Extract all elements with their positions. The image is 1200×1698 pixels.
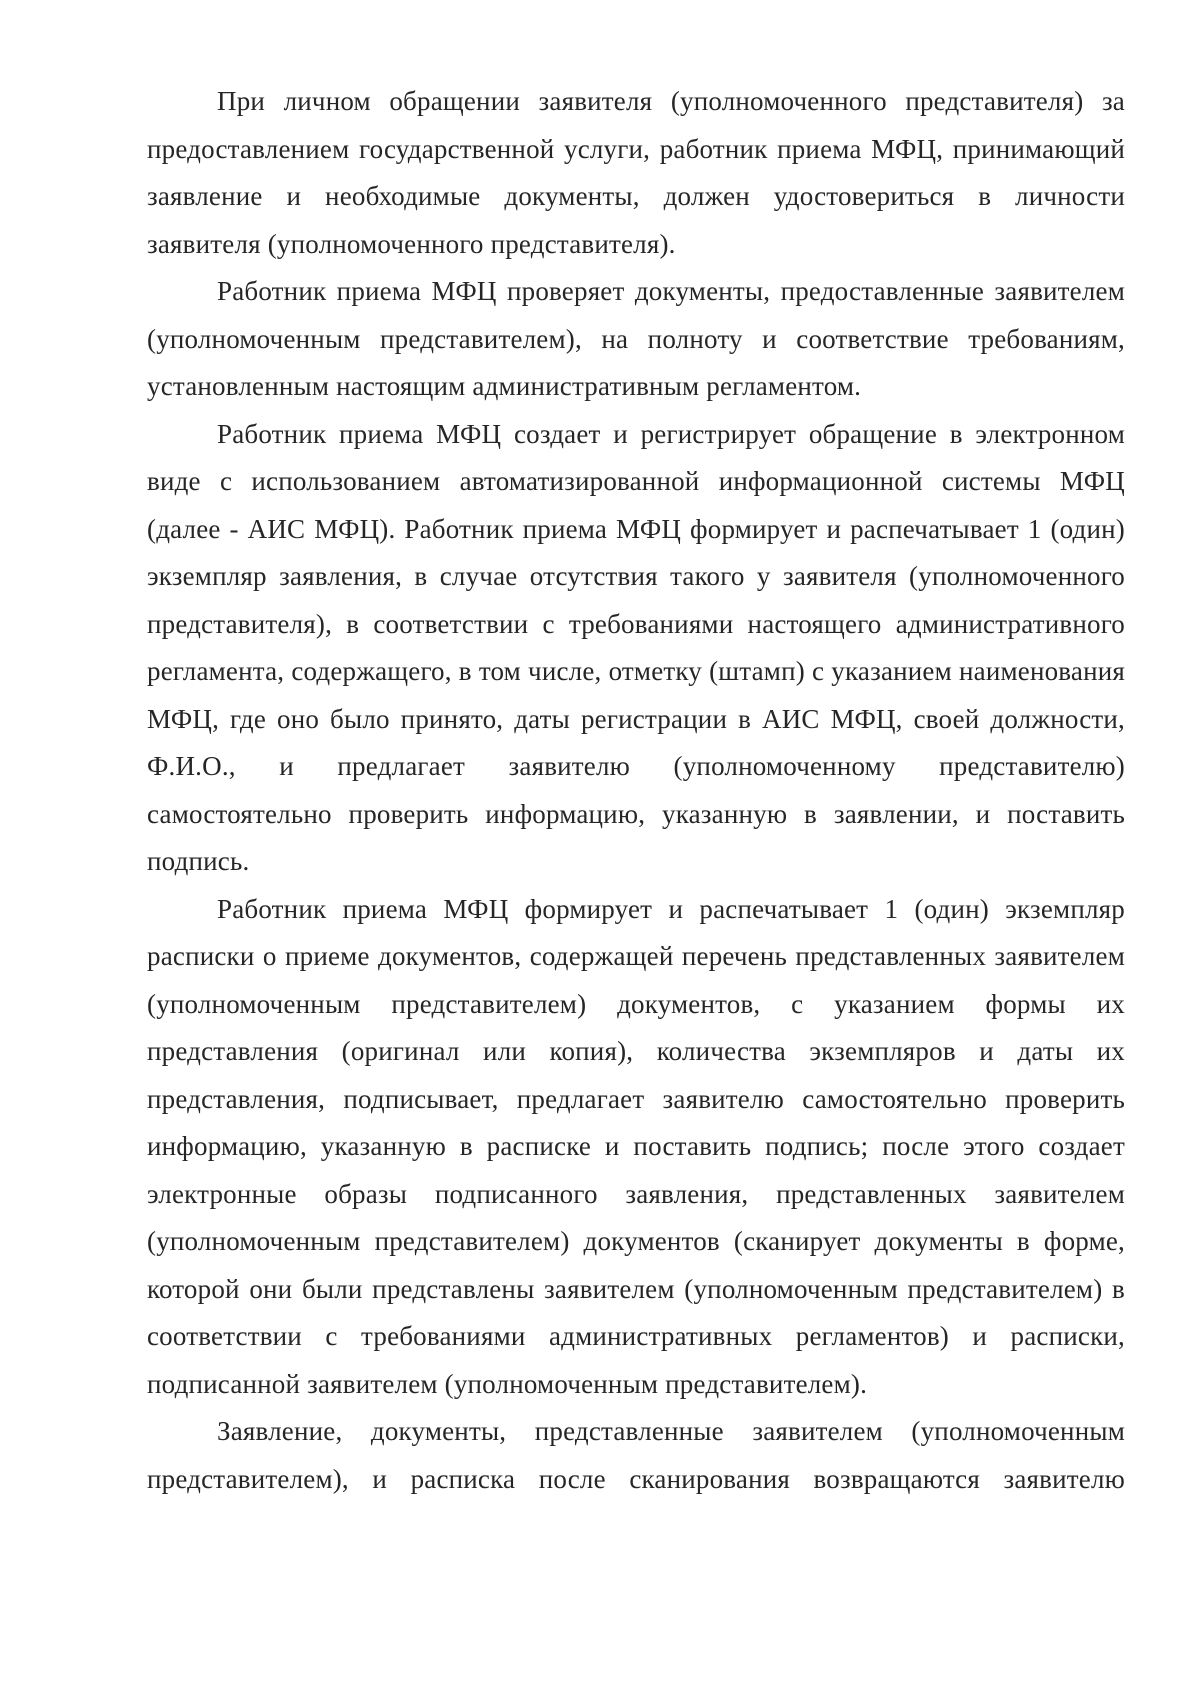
paragraph-registration: Работник приема МФЦ создает и регистрирует обращение в электронном виде с использованием автоматизированной информационной системы МФЦ (далее - АИС МФЦ). Работник приема МФЦ формирует и распечатывает 1 (один) экземпляр заявления, в случае отсутствия такого у заявителя (уполномоченного представителя), в соответствии с требованиями настоящего административного регламента, содержащего, в том числе, отметку (штамп) с указанием наименования МФЦ, где оно было принято, даты регистрации в АИС МФЦ, своей должности, Ф.И.О., и предлагает заявителю (уполномоченному представителю) самостоятельно проверить информацию, указанную в заявлении, и поставить подпись. xyxy=(147,418,1125,876)
paragraph-return-documents: Заявление, документы, представленные заявителем (уполномоченным представителем), и расписка после сканирования возвращаются заявителю xyxy=(147,1416,1125,1494)
paragraph-receipt: Работник приема МФЦ формирует и распечатывает 1 (один) экземпляр расписки о приеме документов, содержащей перечень представленных заявителем (уполномоченным представителем) документов, с указанием формы их представления (оригинал или копия), количества экземпляров и даты их представления, подписывает, предлагает заявителю самостоятельно проверить информацию, указанную в расписке и поставить подпись; после этого создает электронные образы подписанного заявления, представленных заявителем (уполномоченным представителем) документов (сканирует документы в форме, которой они были представлены заявителем (уполномоченным представителем) в соответствии с требованиями административных регламентов) и расписки, подписанной заявителем (уполномоченным представителем). xyxy=(147,893,1125,1399)
paragraph-identity-check: При личном обращении заявителя (уполномоченного представителя) за предоставлением государственной услуги, работник приема МФЦ, принимающий заявление и необходимые документы, должен удостовериться в личности заявителя (уполномоченного представителя). xyxy=(147,86,1125,259)
paragraph-document-check: Работник приема МФЦ проверяет документы, предоставленные заявителем (уполномоченным представителем), на полноту и соответствие требованиям, установленным настоящим административным регламентом. xyxy=(147,276,1125,401)
document-body xyxy=(147,78,1125,1503)
